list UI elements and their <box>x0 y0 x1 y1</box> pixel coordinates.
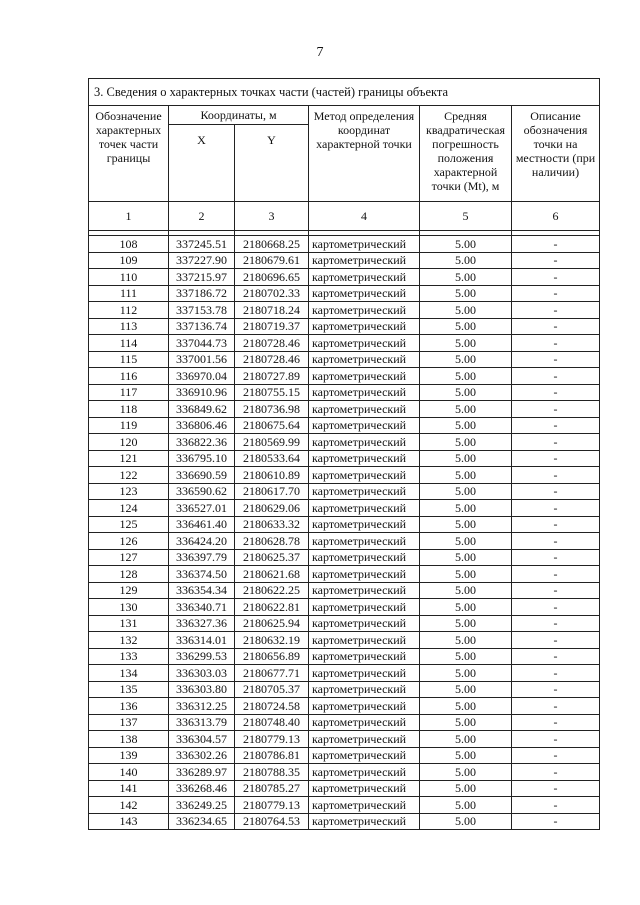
description-cell: - <box>512 302 600 319</box>
table-row <box>89 236 600 253</box>
method-cell: картометрический <box>309 335 420 352</box>
table-row <box>89 780 600 797</box>
method-cell: картометрический <box>309 648 420 665</box>
method-cell: картометрический <box>309 599 420 616</box>
description-cell: - <box>512 797 600 814</box>
method-cell: картометрический <box>309 681 420 698</box>
y-coordinate-cell: 2180728.46 <box>235 351 309 368</box>
method-cell: картометрический <box>309 302 420 319</box>
description-cell: - <box>512 566 600 583</box>
x-coordinate-cell: 337186.72 <box>169 285 235 302</box>
method-cell: картометрический <box>309 533 420 550</box>
error-cell: 5.00 <box>420 566 512 583</box>
table-row <box>89 632 600 649</box>
y-coordinate-cell: 2180625.94 <box>235 615 309 632</box>
method-cell: картометрический <box>309 813 420 830</box>
point-number-cell: 109 <box>89 252 169 269</box>
method-cell: картометрический <box>309 731 420 748</box>
x-coordinate-cell: 336795.10 <box>169 450 235 467</box>
point-number-cell: 110 <box>89 269 169 286</box>
error-cell: 5.00 <box>420 434 512 451</box>
error-cell: 5.00 <box>420 500 512 517</box>
y-coordinate-cell: 2180779.13 <box>235 797 309 814</box>
x-coordinate-cell: 336234.65 <box>169 813 235 830</box>
y-coordinate-cell: 2180622.81 <box>235 599 309 616</box>
point-number-cell: 123 <box>89 483 169 500</box>
description-cell: - <box>512 483 600 500</box>
y-coordinate-cell: 2180625.37 <box>235 549 309 566</box>
method-cell: картометрический <box>309 764 420 781</box>
table-row <box>89 434 600 451</box>
x-coordinate-cell: 336374.50 <box>169 566 235 583</box>
x-coordinate-cell: 336590.62 <box>169 483 235 500</box>
point-number-cell: 112 <box>89 302 169 319</box>
point-number-cell: 135 <box>89 681 169 698</box>
method-cell: картометрический <box>309 450 420 467</box>
table-row <box>89 401 600 418</box>
error-cell: 5.00 <box>420 813 512 830</box>
x-coordinate-cell: 336303.03 <box>169 665 235 682</box>
point-number-cell: 119 <box>89 417 169 434</box>
description-cell: - <box>512 252 600 269</box>
description-cell: - <box>512 615 600 632</box>
point-number-cell: 108 <box>89 236 169 253</box>
point-number-cell: 130 <box>89 599 169 616</box>
point-number-cell: 142 <box>89 797 169 814</box>
method-cell: картометрический <box>309 615 420 632</box>
y-coordinate-cell: 2180785.27 <box>235 780 309 797</box>
point-number-cell: 111 <box>89 285 169 302</box>
method-cell: картометрический <box>309 714 420 731</box>
method-cell: картометрический <box>309 236 420 253</box>
y-coordinate-cell: 2180736.98 <box>235 401 309 418</box>
y-coordinate-cell: 2180755.15 <box>235 384 309 401</box>
method-cell: картометрический <box>309 417 420 434</box>
point-number-cell: 114 <box>89 335 169 352</box>
y-coordinate-cell: 2180617.70 <box>235 483 309 500</box>
description-cell: - <box>512 813 600 830</box>
description-cell: - <box>512 632 600 649</box>
method-cell: картометрический <box>309 318 420 335</box>
point-number-cell: 133 <box>89 648 169 665</box>
description-cell: - <box>512 269 600 286</box>
point-number-cell: 143 <box>89 813 169 830</box>
description-cell: - <box>512 764 600 781</box>
error-cell: 5.00 <box>420 698 512 715</box>
description-cell: - <box>512 549 600 566</box>
page-number: 7 <box>316 45 324 60</box>
method-cell: картометрический <box>309 285 420 302</box>
point-number-cell: 129 <box>89 582 169 599</box>
error-cell: 5.00 <box>420 236 512 253</box>
table-row <box>89 467 600 484</box>
description-cell: - <box>512 747 600 764</box>
table-row <box>89 747 600 764</box>
table-caption: 3. Сведения о характерных точках части (частей) границы объекта <box>89 79 600 106</box>
header-error: Средняя квадратическая погрешность положения характерной точки (Mt), м <box>420 106 512 202</box>
method-cell: картометрический <box>309 516 420 533</box>
x-coordinate-cell: 337227.90 <box>169 252 235 269</box>
y-coordinate-cell: 2180788.35 <box>235 764 309 781</box>
error-cell: 5.00 <box>420 648 512 665</box>
point-number-cell: 137 <box>89 714 169 731</box>
method-cell: картометрический <box>309 698 420 715</box>
table-row <box>89 731 600 748</box>
x-coordinate-cell: 336312.25 <box>169 698 235 715</box>
point-number-cell: 118 <box>89 401 169 418</box>
table-row <box>89 566 600 583</box>
y-coordinate-cell: 2180632.19 <box>235 632 309 649</box>
description-cell: - <box>512 384 600 401</box>
x-coordinate-cell: 336299.53 <box>169 648 235 665</box>
point-number-cell: 140 <box>89 764 169 781</box>
y-coordinate-cell: 2180724.58 <box>235 698 309 715</box>
error-cell: 5.00 <box>420 269 512 286</box>
point-number-cell: 132 <box>89 632 169 649</box>
error-cell: 5.00 <box>420 401 512 418</box>
x-coordinate-cell: 336327.36 <box>169 615 235 632</box>
description-cell: - <box>512 533 600 550</box>
method-cell: картометрический <box>309 434 420 451</box>
table-row <box>89 681 600 698</box>
error-cell: 5.00 <box>420 302 512 319</box>
method-cell: картометрический <box>309 401 420 418</box>
header-x: X <box>169 125 235 202</box>
y-coordinate-cell: 2180705.37 <box>235 681 309 698</box>
x-coordinate-cell: 336970.04 <box>169 368 235 385</box>
table-row <box>89 368 600 385</box>
error-cell: 5.00 <box>420 384 512 401</box>
x-coordinate-cell: 336461.40 <box>169 516 235 533</box>
x-coordinate-cell: 337153.78 <box>169 302 235 319</box>
description-cell: - <box>512 780 600 797</box>
description-cell: - <box>512 665 600 682</box>
table-row <box>89 351 600 368</box>
column-number: 5 <box>420 202 512 231</box>
description-cell: - <box>512 599 600 616</box>
point-number-cell: 122 <box>89 467 169 484</box>
description-cell: - <box>512 236 600 253</box>
point-number-cell: 138 <box>89 731 169 748</box>
y-coordinate-cell: 2180569.99 <box>235 434 309 451</box>
method-cell: картометрический <box>309 269 420 286</box>
point-number-cell: 125 <box>89 516 169 533</box>
table-row <box>89 417 600 434</box>
description-cell: - <box>512 434 600 451</box>
method-cell: картометрический <box>309 780 420 797</box>
description-cell: - <box>512 417 600 434</box>
column-number: 1 <box>89 202 169 231</box>
x-coordinate-cell: 336822.36 <box>169 434 235 451</box>
y-coordinate-cell: 2180633.32 <box>235 516 309 533</box>
error-cell: 5.00 <box>420 747 512 764</box>
y-coordinate-cell: 2180629.06 <box>235 500 309 517</box>
table-row <box>89 813 600 830</box>
error-cell: 5.00 <box>420 351 512 368</box>
error-cell: 5.00 <box>420 318 512 335</box>
table-row <box>89 599 600 616</box>
method-cell: картометрический <box>309 747 420 764</box>
method-cell: картометрический <box>309 582 420 599</box>
method-cell: картометрический <box>309 566 420 583</box>
point-number-cell: 126 <box>89 533 169 550</box>
table-row <box>89 500 600 517</box>
x-coordinate-cell: 336289.97 <box>169 764 235 781</box>
table-row <box>89 516 600 533</box>
y-coordinate-cell: 2180628.78 <box>235 533 309 550</box>
column-number-row <box>89 202 600 231</box>
description-cell: - <box>512 516 600 533</box>
x-coordinate-cell: 336249.25 <box>169 797 235 814</box>
point-number-cell: 120 <box>89 434 169 451</box>
point-number-cell: 124 <box>89 500 169 517</box>
x-coordinate-cell: 336304.57 <box>169 731 235 748</box>
y-coordinate-cell: 2180621.68 <box>235 566 309 583</box>
y-coordinate-cell: 2180668.25 <box>235 236 309 253</box>
y-coordinate-cell: 2180679.61 <box>235 252 309 269</box>
description-cell: - <box>512 582 600 599</box>
y-coordinate-cell: 2180677.71 <box>235 665 309 682</box>
description-cell: - <box>512 467 600 484</box>
description-cell: - <box>512 335 600 352</box>
table-row <box>89 335 600 352</box>
column-number: 4 <box>309 202 420 231</box>
error-cell: 5.00 <box>420 582 512 599</box>
error-cell: 5.00 <box>420 368 512 385</box>
header-point-designation: Обозначение характерных точек части границы <box>89 106 169 202</box>
x-coordinate-cell: 337044.73 <box>169 335 235 352</box>
x-coordinate-cell: 336424.20 <box>169 533 235 550</box>
x-coordinate-cell: 336527.01 <box>169 500 235 517</box>
column-number: 6 <box>512 202 600 231</box>
error-cell: 5.00 <box>420 335 512 352</box>
method-cell: картометрический <box>309 483 420 500</box>
y-coordinate-cell: 2180656.89 <box>235 648 309 665</box>
y-coordinate-cell: 2180622.25 <box>235 582 309 599</box>
point-number-cell: 127 <box>89 549 169 566</box>
header-description: Описание обозначения точки на местности (при наличии) <box>512 106 600 202</box>
method-cell: картометрический <box>309 797 420 814</box>
point-number-cell: 128 <box>89 566 169 583</box>
x-coordinate-cell: 336397.79 <box>169 549 235 566</box>
x-coordinate-cell: 337136.74 <box>169 318 235 335</box>
description-cell: - <box>512 318 600 335</box>
y-coordinate-cell: 2180764.53 <box>235 813 309 830</box>
error-cell: 5.00 <box>420 764 512 781</box>
points-table <box>88 78 600 830</box>
description-cell: - <box>512 500 600 517</box>
error-cell: 5.00 <box>420 714 512 731</box>
method-cell: картометрический <box>309 500 420 517</box>
table-row <box>89 582 600 599</box>
description-cell: - <box>512 351 600 368</box>
error-cell: 5.00 <box>420 615 512 632</box>
error-cell: 5.00 <box>420 549 512 566</box>
y-coordinate-cell: 2180675.64 <box>235 417 309 434</box>
point-number-cell: 121 <box>89 450 169 467</box>
table-row <box>89 302 600 319</box>
description-cell: - <box>512 285 600 302</box>
x-coordinate-cell: 337001.56 <box>169 351 235 368</box>
table-row <box>89 533 600 550</box>
y-coordinate-cell: 2180786.81 <box>235 747 309 764</box>
table-row <box>89 615 600 632</box>
table-row <box>89 714 600 731</box>
description-cell: - <box>512 731 600 748</box>
error-cell: 5.00 <box>420 665 512 682</box>
column-number: 2 <box>169 202 235 231</box>
point-number-cell: 117 <box>89 384 169 401</box>
method-cell: картометрический <box>309 384 420 401</box>
method-cell: картометрический <box>309 665 420 682</box>
error-cell: 5.00 <box>420 780 512 797</box>
y-coordinate-cell: 2180718.24 <box>235 302 309 319</box>
x-coordinate-cell: 337215.97 <box>169 269 235 286</box>
x-coordinate-cell: 336910.96 <box>169 384 235 401</box>
point-number-cell: 139 <box>89 747 169 764</box>
point-number-cell: 134 <box>89 665 169 682</box>
x-coordinate-cell: 336313.79 <box>169 714 235 731</box>
table-row <box>89 665 600 682</box>
x-coordinate-cell: 337245.51 <box>169 236 235 253</box>
x-coordinate-cell: 336690.59 <box>169 467 235 484</box>
x-coordinate-cell: 336340.71 <box>169 599 235 616</box>
table-row <box>89 318 600 335</box>
header-coordinates: Координаты, м <box>169 106 309 125</box>
column-number: 3 <box>235 202 309 231</box>
x-coordinate-cell: 336268.46 <box>169 780 235 797</box>
table-row <box>89 450 600 467</box>
table-row <box>89 285 600 302</box>
y-coordinate-cell: 2180779.13 <box>235 731 309 748</box>
point-number-cell: 115 <box>89 351 169 368</box>
header-method: Метод определения координат характерной точки <box>309 106 420 202</box>
table-row <box>89 797 600 814</box>
error-cell: 5.00 <box>420 632 512 649</box>
table-row <box>89 698 600 715</box>
error-cell: 5.00 <box>420 285 512 302</box>
x-coordinate-cell: 336806.46 <box>169 417 235 434</box>
x-coordinate-cell: 336314.01 <box>169 632 235 649</box>
x-coordinate-cell: 336303.80 <box>169 681 235 698</box>
point-number-cell: 116 <box>89 368 169 385</box>
method-cell: картометрический <box>309 368 420 385</box>
table-row <box>89 648 600 665</box>
error-cell: 5.00 <box>420 467 512 484</box>
table-row <box>89 252 600 269</box>
table-row <box>89 269 600 286</box>
error-cell: 5.00 <box>420 731 512 748</box>
error-cell: 5.00 <box>420 533 512 550</box>
point-number-cell: 131 <box>89 615 169 632</box>
y-coordinate-cell: 2180748.40 <box>235 714 309 731</box>
method-cell: картометрический <box>309 632 420 649</box>
point-number-cell: 113 <box>89 318 169 335</box>
x-coordinate-cell: 336849.62 <box>169 401 235 418</box>
method-cell: картометрический <box>309 252 420 269</box>
description-cell: - <box>512 368 600 385</box>
y-coordinate-cell: 2180533.64 <box>235 450 309 467</box>
method-cell: картометрический <box>309 467 420 484</box>
table-row <box>89 764 600 781</box>
error-cell: 5.00 <box>420 417 512 434</box>
table-row <box>89 483 600 500</box>
error-cell: 5.00 <box>420 516 512 533</box>
description-cell: - <box>512 681 600 698</box>
error-cell: 5.00 <box>420 797 512 814</box>
method-cell: картометрический <box>309 549 420 566</box>
error-cell: 5.00 <box>420 599 512 616</box>
table-row <box>89 549 600 566</box>
error-cell: 5.00 <box>420 252 512 269</box>
y-coordinate-cell: 2180728.46 <box>235 335 309 352</box>
description-cell: - <box>512 401 600 418</box>
x-coordinate-cell: 336354.34 <box>169 582 235 599</box>
y-coordinate-cell: 2180696.65 <box>235 269 309 286</box>
error-cell: 5.00 <box>420 450 512 467</box>
description-cell: - <box>512 714 600 731</box>
method-cell: картометрический <box>309 351 420 368</box>
error-cell: 5.00 <box>420 483 512 500</box>
y-coordinate-cell: 2180719.37 <box>235 318 309 335</box>
x-coordinate-cell: 336302.26 <box>169 747 235 764</box>
table-row <box>89 384 600 401</box>
header-y: Y <box>235 125 309 202</box>
y-coordinate-cell: 2180610.89 <box>235 467 309 484</box>
description-cell: - <box>512 648 600 665</box>
y-coordinate-cell: 2180727.89 <box>235 368 309 385</box>
error-cell: 5.00 <box>420 681 512 698</box>
point-number-cell: 136 <box>89 698 169 715</box>
point-number-cell: 141 <box>89 780 169 797</box>
description-cell: - <box>512 450 600 467</box>
y-coordinate-cell: 2180702.33 <box>235 285 309 302</box>
description-cell: - <box>512 698 600 715</box>
